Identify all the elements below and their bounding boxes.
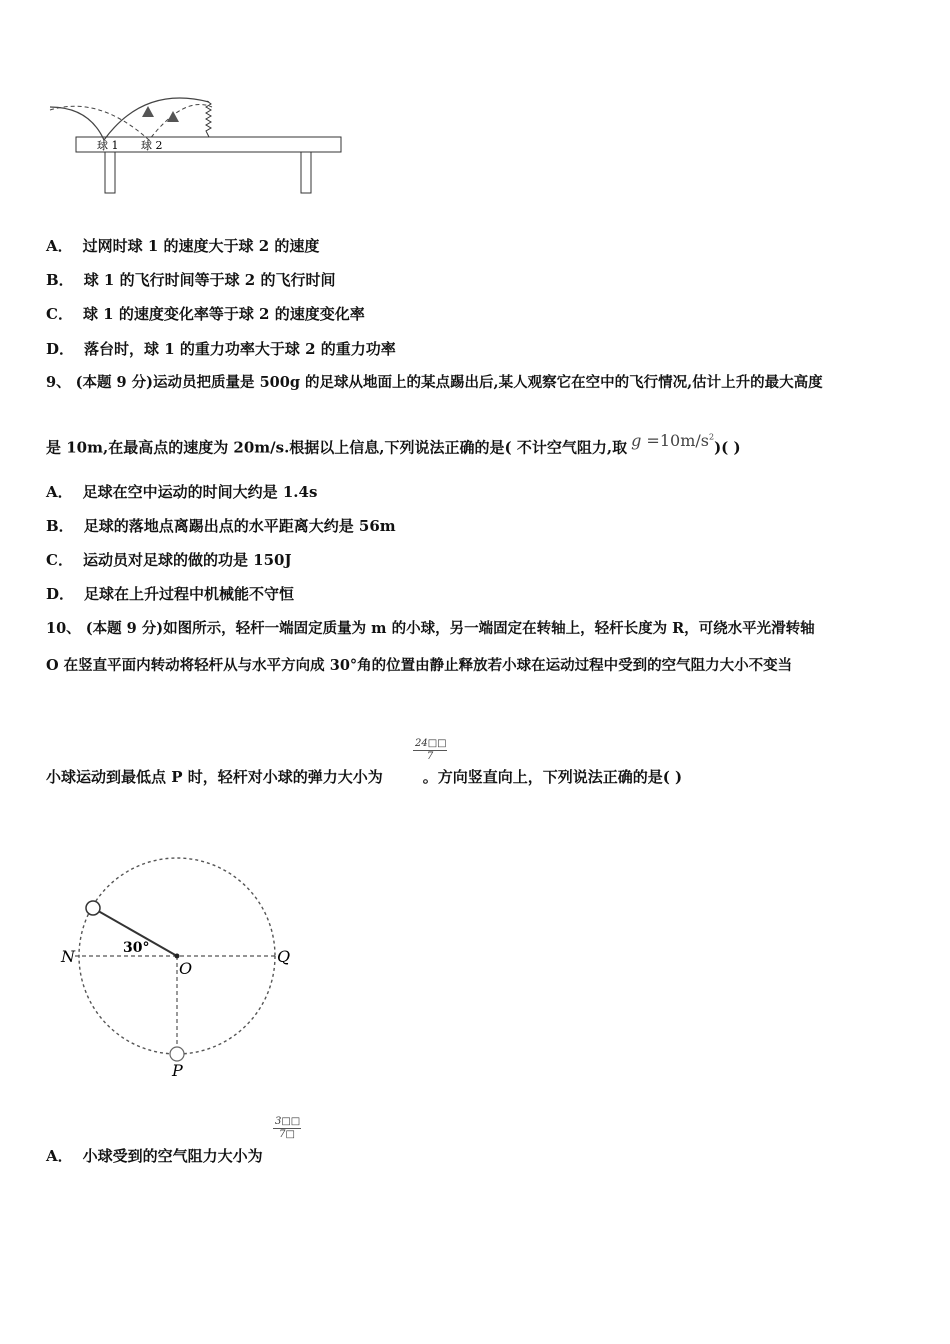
q8-option-c: [46, 304, 365, 324]
fraction-numerator: 24□□: [415, 738, 447, 749]
option-letter: A．: [46, 1147, 73, 1165]
q9-option-a: [46, 482, 317, 502]
q8-option-d: [46, 339, 396, 359]
option-text: 过网时球 1 的速度大于球 2 的速度: [82, 237, 320, 255]
q8-option-b: [46, 270, 335, 290]
label-n: N: [61, 947, 75, 966]
q9-stem-text: 是 10m,在最高点的速度为 20m/s.根据以上信息,下列说法正确的是( 不计空气阻力,取: [46, 438, 628, 457]
q9-stem-line2: [46, 431, 741, 457]
ball-bottom: [170, 1047, 184, 1061]
option-letter: B．: [46, 271, 74, 289]
ball-start: [86, 901, 100, 915]
option-text: 运动员对足球的做的功是 150J: [82, 551, 292, 569]
q9-stem-line1: 9、 (本题 9 分)运动员把质量是 500g 的足球从地面上的某点踢出后,某人观察它在空中的飞行情况,估计上升的最大高度: [46, 374, 823, 391]
option-letter: C．: [46, 551, 73, 569]
pivot-o: [175, 954, 180, 959]
option-letter: C．: [46, 305, 73, 323]
label-p: P: [172, 1061, 183, 1080]
option-text: 小球受到的空气阻力大小为: [82, 1147, 263, 1165]
fraction-denominator: 7□: [279, 1129, 295, 1140]
g-value: =10m/s: [646, 431, 709, 451]
q10-stem-line1: 10、 (本题 9 分)如图所示，轻杆一端固定质量为 m 的小球，另一端固定在转轴上，轻杆长度为 R，可绕水平光滑转轴: [46, 620, 815, 637]
option-letter: D．: [46, 340, 75, 358]
option-letter: A．: [46, 483, 73, 501]
fraction-denominator: 7: [426, 751, 434, 762]
fraction-3mg-7: [273, 1116, 301, 1141]
table-leg-right: [301, 152, 311, 193]
q9-option-d: [46, 584, 294, 604]
q10-stem-text-a: 小球运动到最低点 P 时，轻杆对小球的弹力大小为: [46, 768, 383, 786]
fraction-24mg-7: [413, 738, 447, 763]
label-ball1: 球 1: [97, 139, 119, 152]
g-exponent: 2: [708, 433, 715, 442]
option-text: 足球在空中运动的时间大约是 1.4s: [82, 483, 318, 501]
option-text: 落台时，球 1 的重力功率大于球 2 的重力功率: [84, 340, 396, 358]
q10-stem-text-b: 。方向竖直向上，下列说法正确的是( ): [422, 768, 683, 786]
table-leg-left: [105, 152, 115, 193]
circle-rod-figure: [55, 850, 305, 1080]
label-o: O: [179, 959, 193, 978]
table-tennis-figure: [44, 95, 344, 200]
q10-stem-line3: [46, 767, 682, 787]
label-angle: 30°: [123, 940, 150, 956]
label-ball2: 球 2: [141, 139, 163, 152]
option-text: 球 1 的速度变化率等于球 2 的速度变化率: [82, 305, 365, 323]
option-letter: D．: [46, 585, 75, 603]
option-letter: B．: [46, 517, 74, 535]
q9-option-c: [46, 550, 292, 570]
q9-option-b: [46, 516, 396, 536]
q10-stem-line2: O 在竖直平面内转动将轻杆从与水平方向成 30°角的位置由静止释放若小球在运动过程中受到的空气阻力大小不变当: [46, 657, 793, 674]
q9-stem-end: )( ): [714, 438, 741, 457]
label-q: Q: [277, 947, 291, 966]
g-symbol: g: [631, 431, 642, 451]
q8-option-a: [46, 236, 319, 256]
option-text: 球 1 的飞行时间等于球 2 的飞行时间: [83, 271, 336, 289]
arrow-1: [142, 106, 154, 117]
ball1-trajectory: [50, 98, 209, 140]
q10-option-a: [46, 1146, 263, 1166]
fraction-numerator: 3□□: [275, 1116, 301, 1127]
option-text: 足球在上升过程中机械能不守恒: [84, 585, 295, 603]
g-formula: [631, 431, 714, 450]
option-text: 足球的落地点离踢出点的水平距离大约是 56m: [83, 517, 396, 535]
option-letter: A．: [46, 237, 73, 255]
ball2-trajectory: [50, 104, 212, 140]
